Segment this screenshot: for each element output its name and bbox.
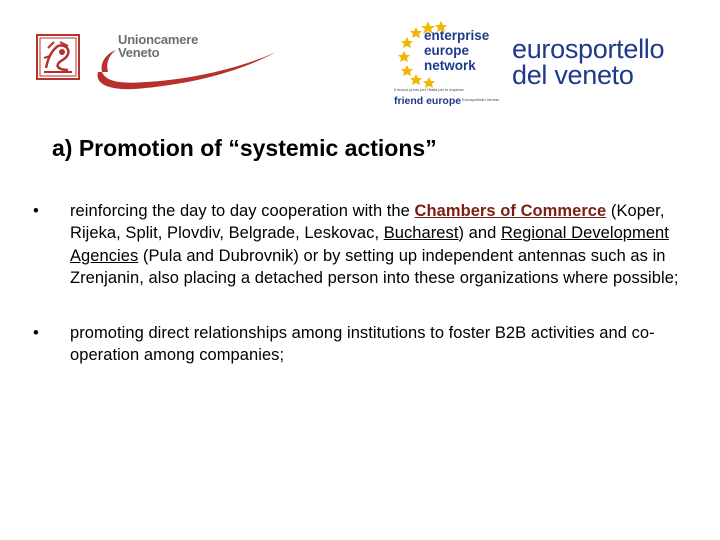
een-caption: Il nuovo punto per l'Italia per le imprese bbox=[394, 87, 464, 92]
bullet-text-pre: reinforcing the day to day cooperation with the bbox=[70, 202, 415, 220]
regional-development-agencies-underlined: Regional Development Agencies bbox=[70, 224, 669, 265]
chambers-of-commerce-link[interactable]: Chambers of Commerce bbox=[414, 202, 607, 220]
friend-europe-label: friend europe bbox=[394, 95, 462, 107]
friend-europe-caption: Eurosportello Veneto bbox=[462, 97, 500, 102]
bullet-list bbox=[33, 200, 683, 366]
bucharest-underlined: Bucharest bbox=[383, 224, 459, 243]
bullet-item-relationships bbox=[33, 322, 683, 367]
unioncamere-wordmark bbox=[118, 33, 198, 59]
een-line3: network bbox=[424, 58, 476, 73]
eurosportello-line2: del veneto bbox=[512, 60, 634, 90]
een-wordmark bbox=[424, 28, 489, 73]
eurosportello-logo bbox=[512, 36, 664, 88]
header-logos bbox=[0, 0, 720, 115]
bullet-dot: • bbox=[33, 202, 39, 220]
unioncamere-logo bbox=[36, 30, 251, 90]
een-line2: europe bbox=[424, 43, 470, 58]
bullet-text-mid1: (Koper, Rijeka, Split, Plovdiv, Belgrade, Leskovac, bbox=[70, 202, 665, 243]
een-line1: enterprise bbox=[424, 28, 490, 43]
enterprise-europe-network-logo bbox=[392, 15, 512, 115]
bullet-text-post: (Pula and Dubrovnik) or by setting up independent antennas such as in Zrenjanin, also placing a detached person into these organizations where possible; bbox=[70, 246, 679, 288]
bullet-text: promoting direct relationships among institutions to foster B2B activities and co-operation among companies; bbox=[70, 323, 655, 365]
lion-seal-icon bbox=[36, 34, 80, 80]
eurosportello-line1: eurosportello bbox=[512, 34, 665, 64]
bullet-dot: • bbox=[33, 323, 39, 342]
bullet-text-mid2: ) and bbox=[458, 224, 501, 243]
unioncamere-line1: Unioncamere bbox=[118, 32, 199, 47]
slide-title: a) Promotion of “systemic actions” bbox=[52, 135, 437, 161]
unioncamere-line2: Veneto bbox=[118, 45, 160, 60]
bullet-item-chambers bbox=[33, 200, 683, 290]
